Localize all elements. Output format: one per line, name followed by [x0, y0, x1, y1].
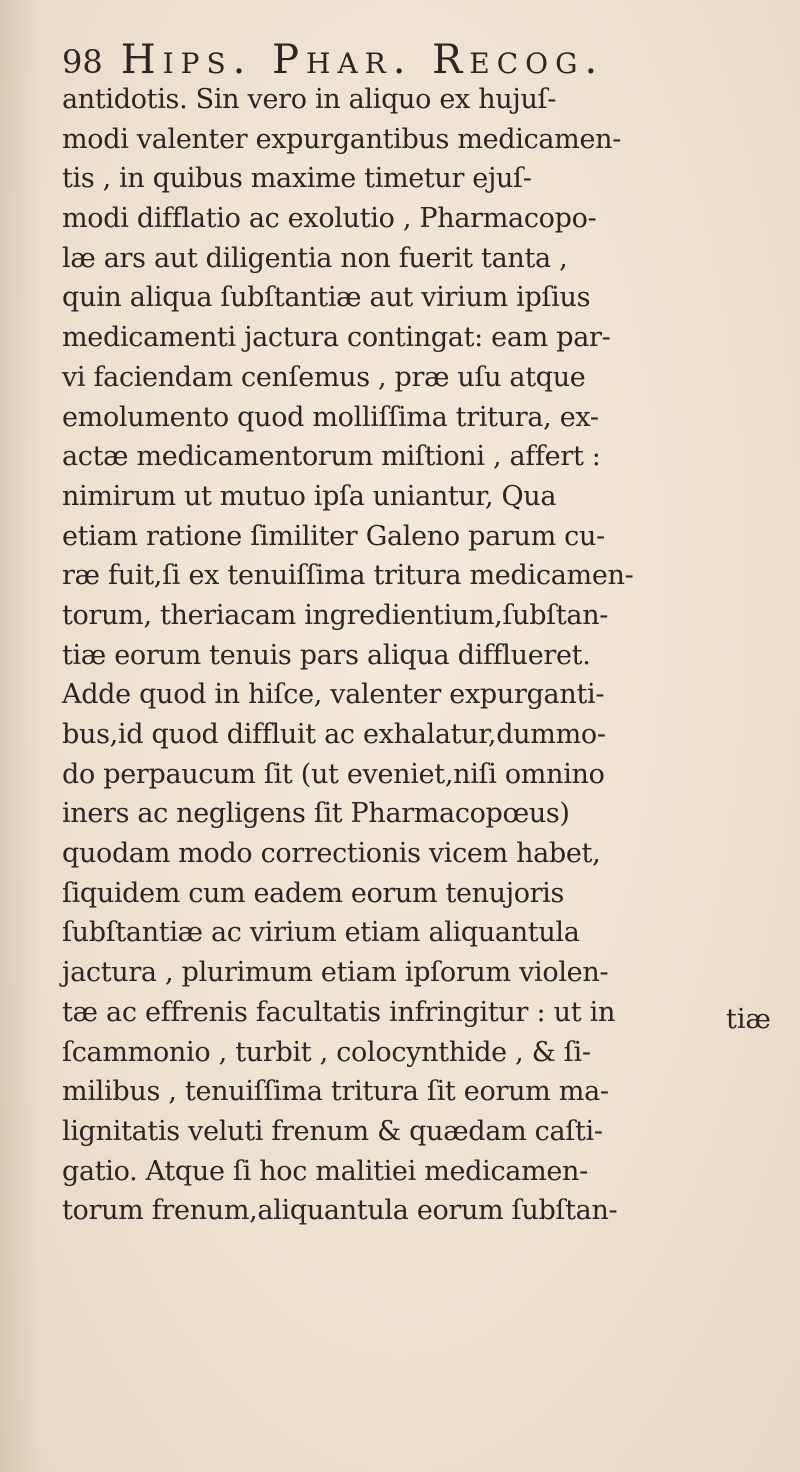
text-line: emolumento quod molliſſima tritura, ex- — [62, 401, 599, 433]
page-gutter-shadow — [0, 0, 40, 1472]
page-number: 98 — [62, 43, 103, 81]
text-line: actæ medicamentorum miſtioni , affert : — [62, 441, 601, 473]
text-line: tis , in quibus maxime timetur ejuſ- — [62, 163, 532, 195]
text-line: milibus , tenuiſſima tritura ſit eorum ma- — [62, 1076, 609, 1108]
text-line: modi difflatio ac exolutio , Pharmacopo- — [62, 203, 597, 235]
text-line: etiam ratione ſimiliter Galeno parum cu- — [62, 520, 605, 552]
text-line: medicamenti jactura contingat: eam par- — [62, 322, 611, 354]
text-line: tiæ eorum tenuis pars aliqua difflueret. — [62, 639, 591, 671]
catchword: tiæ — [726, 1004, 771, 1035]
text-line: iners ac negligens ſit Pharmacopœus) — [62, 798, 570, 830]
text-line: ſiquidem cum eadem eorum tenujoris — [62, 877, 564, 909]
text-line: nimirum ut mutuo ipſa uniantur, Qua — [62, 480, 557, 512]
text-line: læ ars aut diligentia non fuerit tanta , — [62, 242, 568, 274]
text-line: ſubſtantiæ ac virium etiam aliquantula — [62, 917, 580, 949]
text-line: bus,id quod diffluit ac exhalatur,dummo- — [62, 719, 606, 750]
running-head: Hips. Phar. Recog. — [120, 37, 605, 83]
text-line: vi faciendam cenſemus , præ uſu atque — [62, 361, 586, 393]
text-line: Adde quod in hiſce, valenter expurganti- — [62, 679, 605, 711]
text-line: antidotis. Sin vero in aliquo ex hujuſ- — [62, 84, 557, 115]
text-line: jactura , plurimum etiam ipſorum violen- — [62, 957, 609, 989]
text-line: ſcammonio , turbit , colocynthide , & ſi- — [62, 1036, 591, 1068]
text-line: ræ fuit,ſi ex tenuiſſima tritura medicamen- — [62, 560, 634, 592]
text-line: modi valenter expurgantibus medicamen- — [62, 123, 621, 155]
text-line: gatio. Atque ſi hoc malitiei medicamen- — [62, 1155, 588, 1187]
text-line: torum, theriacam ingredientium,ſubſtan- — [62, 599, 609, 631]
text-line: torum frenum,aliquantula eorum ſubſtan- — [62, 1195, 618, 1227]
body-text — [62, 80, 792, 1231]
text-line: quodam modo correctionis vicem habet, — [62, 838, 601, 870]
text-line: tæ ac effrenis facultatis infringitur : ut in — [62, 996, 616, 1028]
text-line: quin aliqua ſubſtantiæ aut virium ipſius — [62, 282, 591, 314]
text-line: do perpaucum ſit (ut eveniet,niſi omnino — [62, 758, 605, 790]
text-line: lignitatis veluti frenum & quædam caſti- — [62, 1115, 603, 1147]
